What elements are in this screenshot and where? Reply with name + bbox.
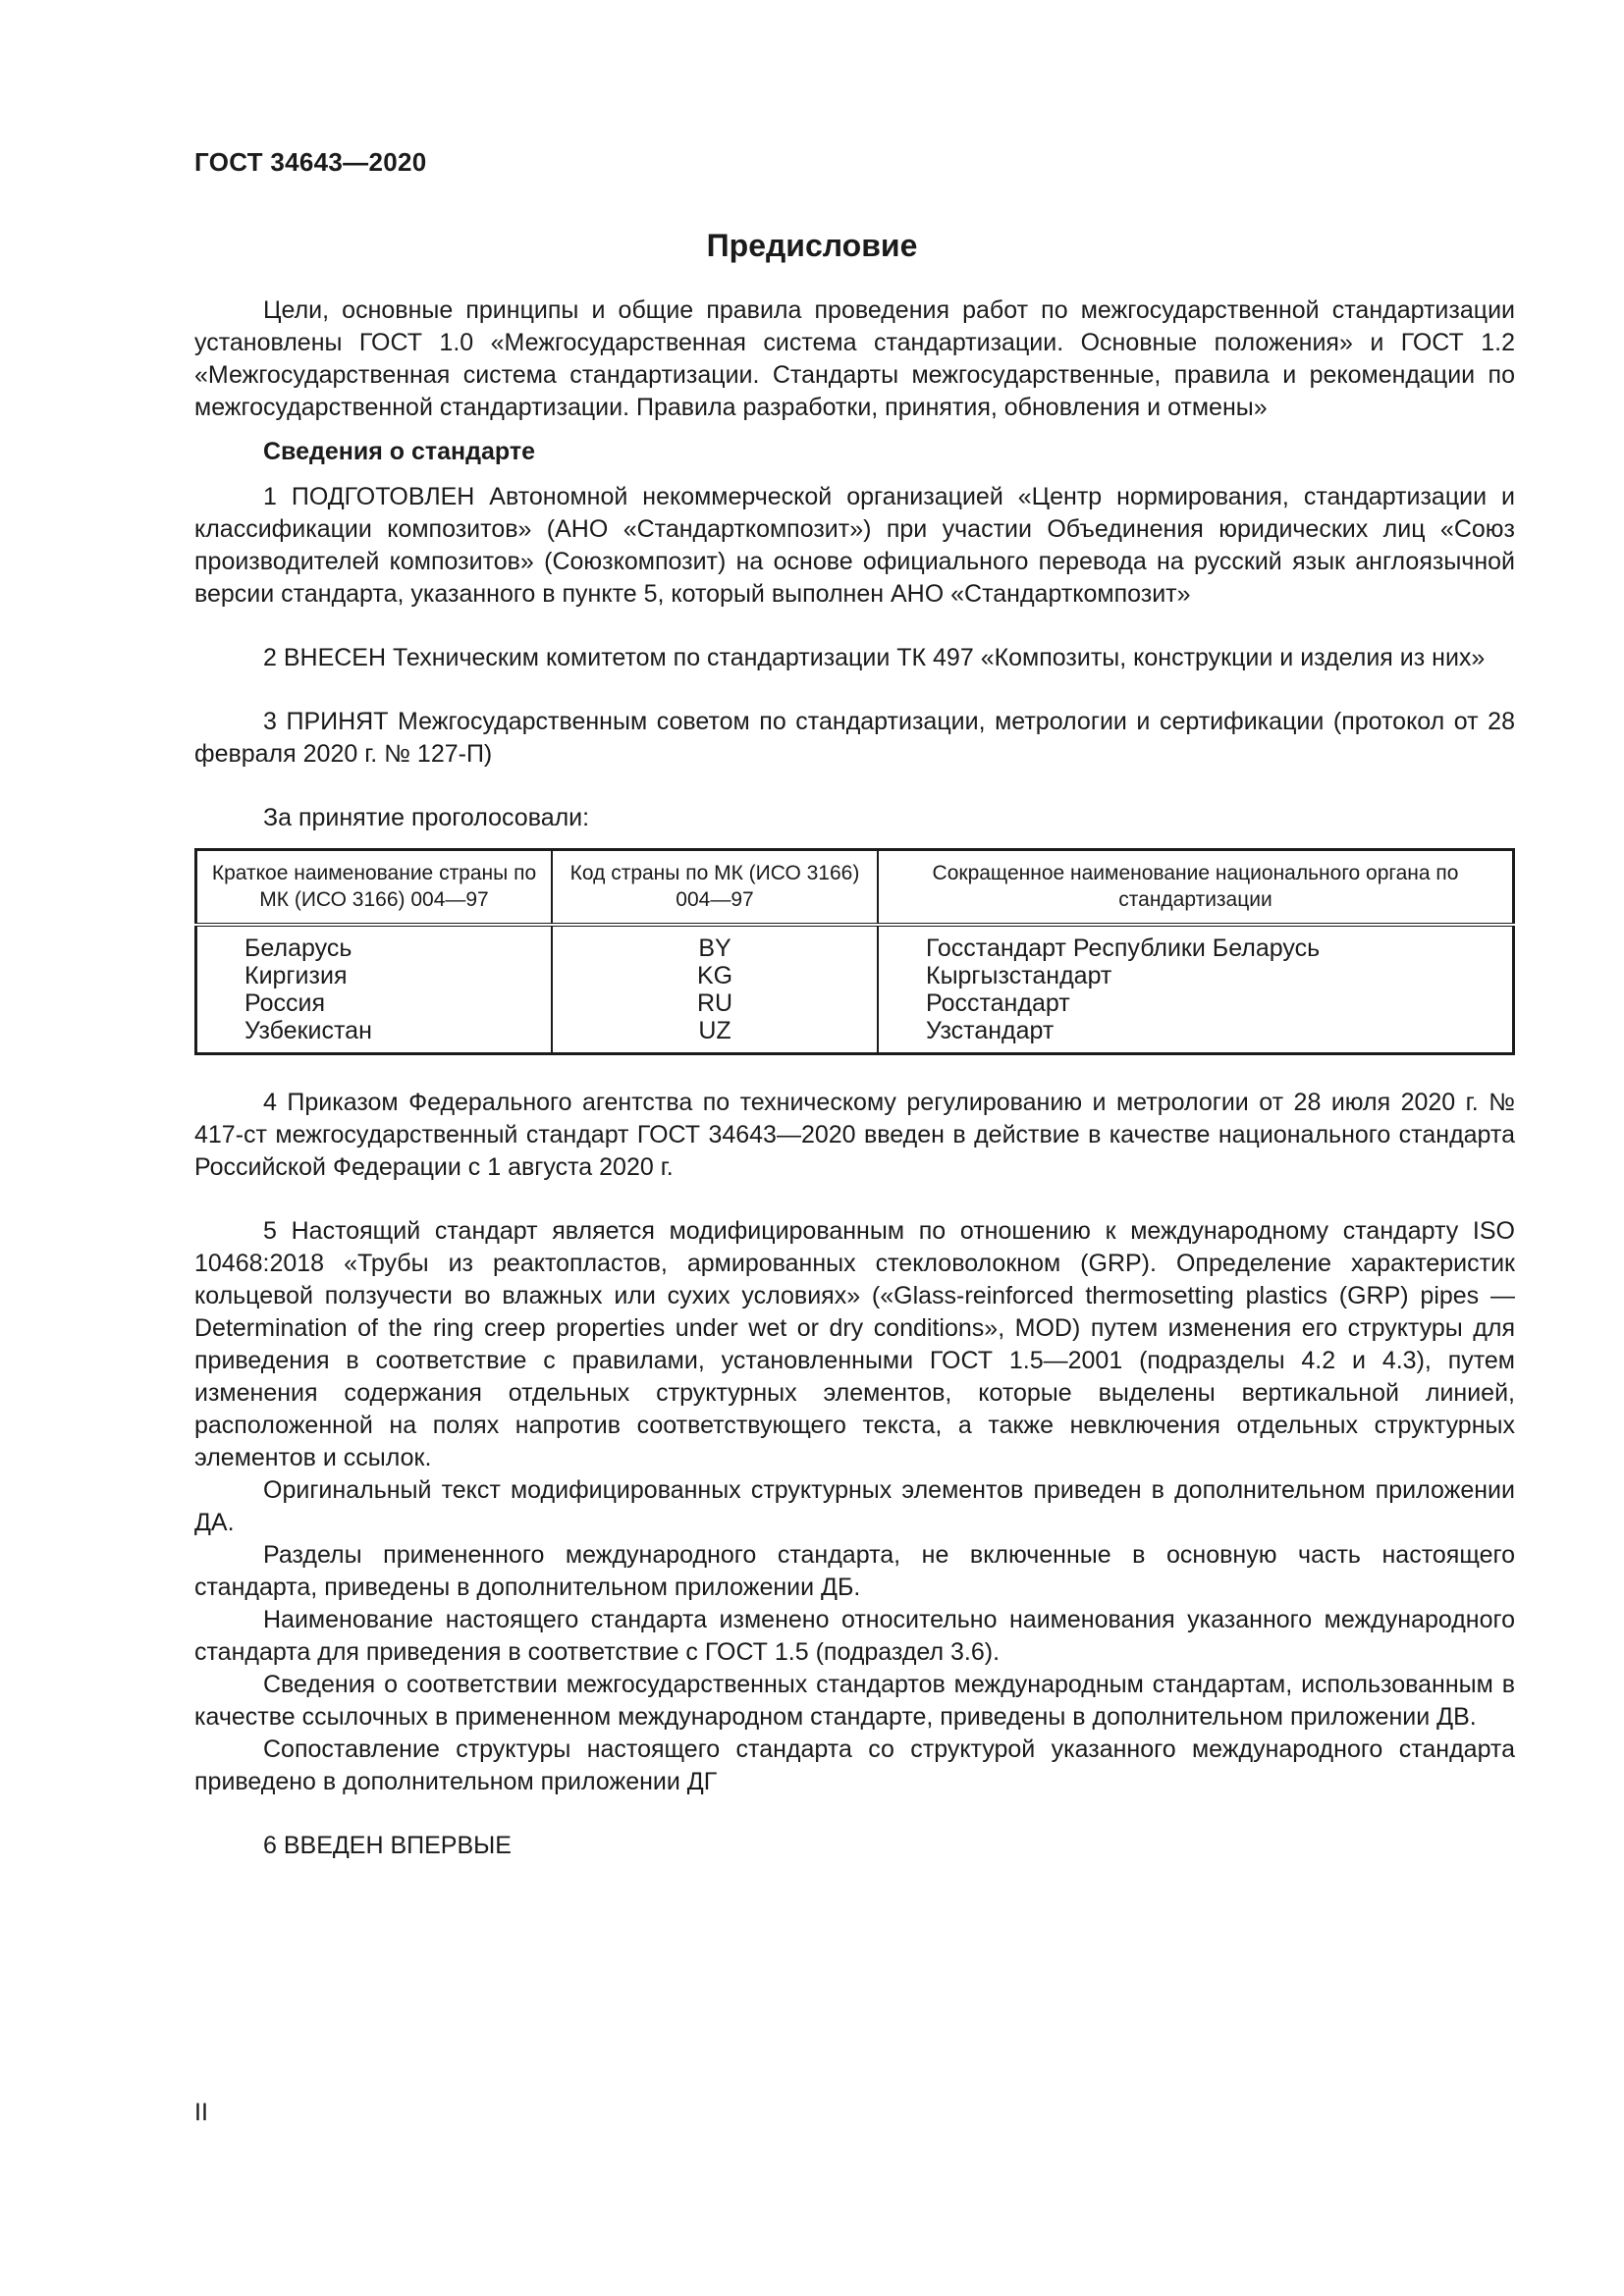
cell-authority: Росстандарт: [926, 989, 1070, 1017]
cell-code: UZ: [552, 1017, 878, 1054]
cell-authority: Узстандарт: [926, 1017, 1055, 1044]
vote-intro: За принятие проголосовали:: [263, 804, 590, 831]
document-id: ГОСТ 34643—2020: [194, 147, 427, 177]
item-5-paragraph-6: Сопоставление структуры настоящего стандарта со структурой указанного международного стандарта приведено в дополнительном приложении ДГ: [194, 1735, 1515, 1795]
cell-code: BY: [552, 925, 878, 962]
cell-country: Беларусь: [196, 925, 553, 962]
cell-country: Узбекистан: [196, 1017, 553, 1054]
subheading: Сведения о стандарте: [263, 438, 536, 465]
item-1: 1 ПОДГОТОВЛЕН Автономной некоммерческой организацией «Центр нормирования, стандартизации и классификации композитов» (АНО «Стандарткомпозит») при участии Объединения юридических лиц «Союз производителей композитов» (Союзкомпозит) на основе официального перевода на русский язык англоязычной версии стандарта, указанного в пункте 5, который выполнен АНО «Стандарткомпозит»: [194, 483, 1515, 608]
table-header-row: [196, 850, 1514, 926]
item-5-paragraph-3: Разделы примененного международного стандарта, не включенные в основную часть настоящего стандарта, приведены в дополнительном приложении ДБ.: [194, 1541, 1515, 1601]
cell-authority: Госстандарт Республики Беларусь: [926, 934, 1321, 962]
cell-authority: Кыргызстандарт: [926, 962, 1112, 989]
item-5: 5 Настоящий стандарт является модифицированным по отношению к международному стандарту ISO 10468:2018 «Трубы из реактопластов, армированных стекловолокном (GRP). Определение характеристик кольцевой ползучести во влажных или сухих условиях» («Glass-reinforced thermosetting plastics (GRP) pipes — Determination of the ring creep properties under wet or dry conditions», MOD) путем изменения его структуры для приведения в соответствие с правилами, установленными ГОСТ 1.5—2001 (подразделы 4.2 и 4.3), путем изменения содержания отдельных структурных элементов, которые выделены вертикальной линией, расположенной на полях напротив соответствующего текста, а также невключения отдельных структурных элементов и ссылок.: [194, 1217, 1515, 1471]
item-5-paragraph-5: Сведения о соответствии межгосударственных стандартов международным стандартам, использованным в качестве ссылочных в примененном международном стандарте, приведены в дополнительном приложении ДВ.: [194, 1671, 1515, 1731]
item-2: 2 ВНЕСЕН Техническим комитетом по стандартизации ТК 497 «Композиты, конструкции и изделия из них»: [263, 644, 1486, 671]
item-5-paragraph-4: Наименование настоящего стандарта изменено относительно наименования указанного международного стандарта для приведения в соответствие с ГОСТ 1.5 (подраздел 3.6).: [194, 1606, 1515, 1666]
foreword-body: [194, 294, 1515, 1862]
item-6: 6 ВВЕДЕН ВПЕРВЫЕ: [263, 1832, 512, 1859]
item-4: 4 Приказом Федерального агентства по техническому регулированию и метрологии от 28 июля 2020 г. № 417-ст межгосударственный стандарт ГОСТ 34643—2020 введен в действие в качестве национального стандарта Российской Федерации с 1 августа 2020 г.: [194, 1089, 1515, 1181]
cell-country: Киргизия: [196, 962, 553, 989]
item-5-paragraph-2: Оригинальный текст модифицированных структурных элементов приведен в дополнительном приложении ДА.: [194, 1476, 1515, 1536]
page-title: Предисловие: [706, 228, 918, 263]
table-row: [196, 989, 1514, 1017]
table-row: [196, 962, 1514, 989]
cell-code: RU: [552, 989, 878, 1017]
cell-country: Россия: [196, 989, 553, 1017]
cell-code: KG: [552, 962, 878, 989]
table-row: [196, 925, 1514, 962]
intro-paragraph: Цели, основные принципы и общие правила проведения работ по межгосударственной стандартизации установлены ГОСТ 1.0 «Межгосударственная система стандартизации. Основные положения» и ГОСТ 1.2 «Межгосударственная система стандартизации. Стандарты межгосударственные, правила и рекомендации по межгосударственной стандартизации. Правила разработки, принятия, обновления и отмены»: [194, 296, 1515, 421]
column-header-country: Краткое наименование страны по МК (ИСО 3166) 004—97: [196, 850, 553, 926]
column-header-authority: Сокращенное наименование национального органа по стандартизации: [878, 850, 1514, 926]
column-header-code: Код страны по МК (ИСО 3166) 004—97: [552, 850, 878, 926]
voting-table-wrapper: [194, 848, 1515, 1055]
table-row: [196, 1017, 1514, 1054]
voting-table: [194, 848, 1515, 1055]
page-number: II: [194, 2099, 208, 2126]
item-3: 3 ПРИНЯТ Межгосударственным советом по стандартизации, метрологии и сертификации (протокол от 28 февраля 2020 г. № 127-П): [194, 708, 1515, 768]
